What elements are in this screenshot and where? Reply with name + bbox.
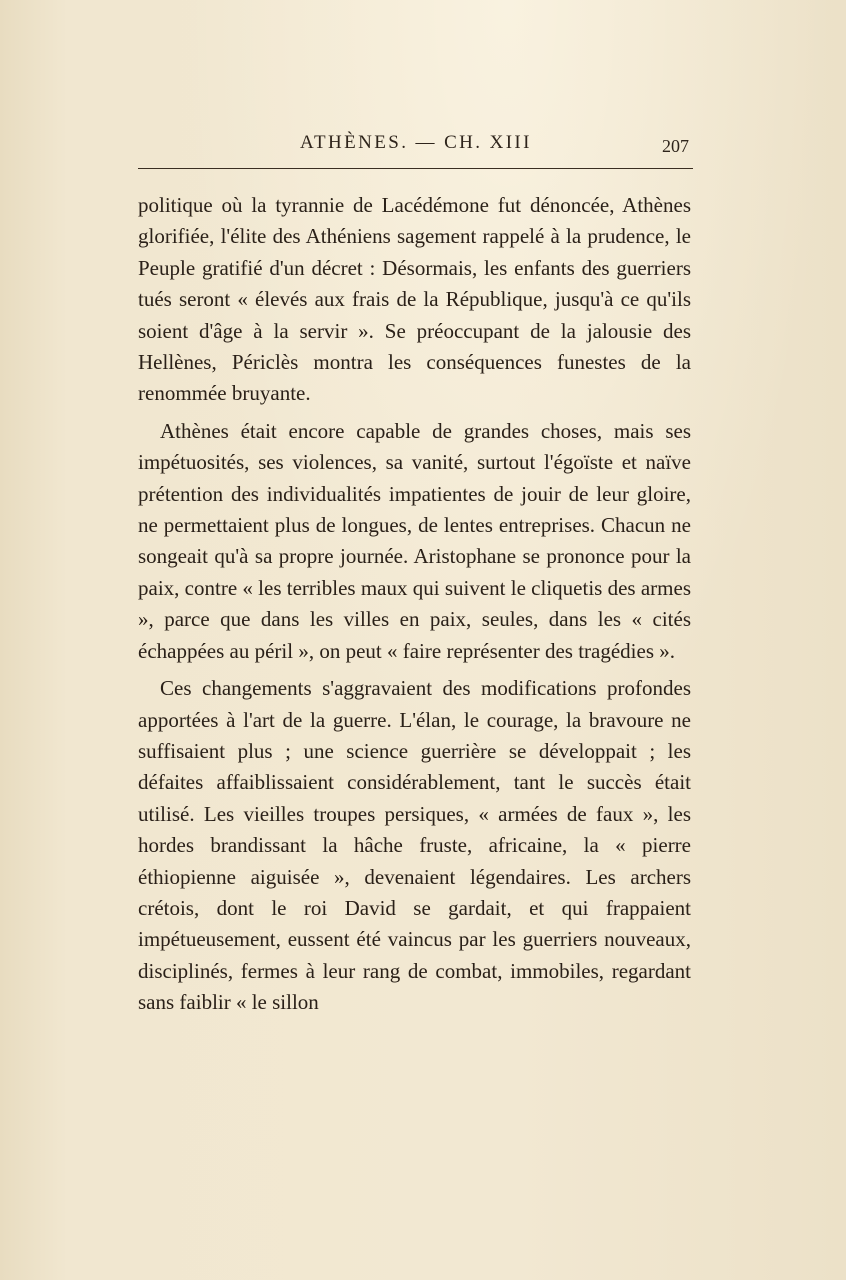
running-title: ATHÈNES. — CH. XIII (300, 132, 532, 153)
paragraph-continuation: politique où la tyrannie de Lacédémone fut dénoncée, Athènes glorifiée, l'élite des Athéniens sagement rappelé à la prudence, le Peuple gratifié d'un décret : Désormais, les enfants des guerriers tués seront « élevés aux frais de la République, jusqu'à ce qu'ils soient d'âge à la servir ». Se préoccupant de la jalousie des Hellènes, Périclès montra les conséquences funestes de la renommée bruyante. (138, 193, 691, 406)
paragraph: Athènes était encore capable de grandes choses, mais ses impétuosités, ses violences, sa vanité, surtout l'égoïste et naïve prétention des individualités impatientes de jouir de leur gloire, ne permettaient plus de longues, de lentes entreprises. Chacun ne songeait qu'à sa propre journée. Aristophane se prononce pour la paix, contre « les terribles maux qui suivent le cliquetis des armes », parce que dans les villes en paix, seules, dans les « cités échappées au péril », on peut « faire représenter des tragédies ». (138, 418, 691, 663)
paragraph: Ces changements s'aggravaient des modifications profondes apportées à l'art de la guerre. L'élan, le courage, la bravoure ne suffisaient plus ; une science guerrière se développait ; les défaites affaiblissaient considérablement, tant le succès était utilisé. Les vieilles troupes persiques, « armées de faux », les hordes brandissant la hâche fruste, africaine, la « pierre éthiopienne aiguisée », devenaient légendaires. Les archers crétois, dont le roi David se gardait, et qui frappaient impétueusement, eussent été vaincus par les guerriers nouveaux, disciplinés, fermes à leur rang de combat, immobiles, regardant sans faiblir « le sillon (138, 676, 691, 1015)
page-header (138, 128, 693, 168)
header-rule (138, 168, 693, 169)
body-text (138, 190, 691, 1019)
page-number: 207 (662, 136, 689, 156)
